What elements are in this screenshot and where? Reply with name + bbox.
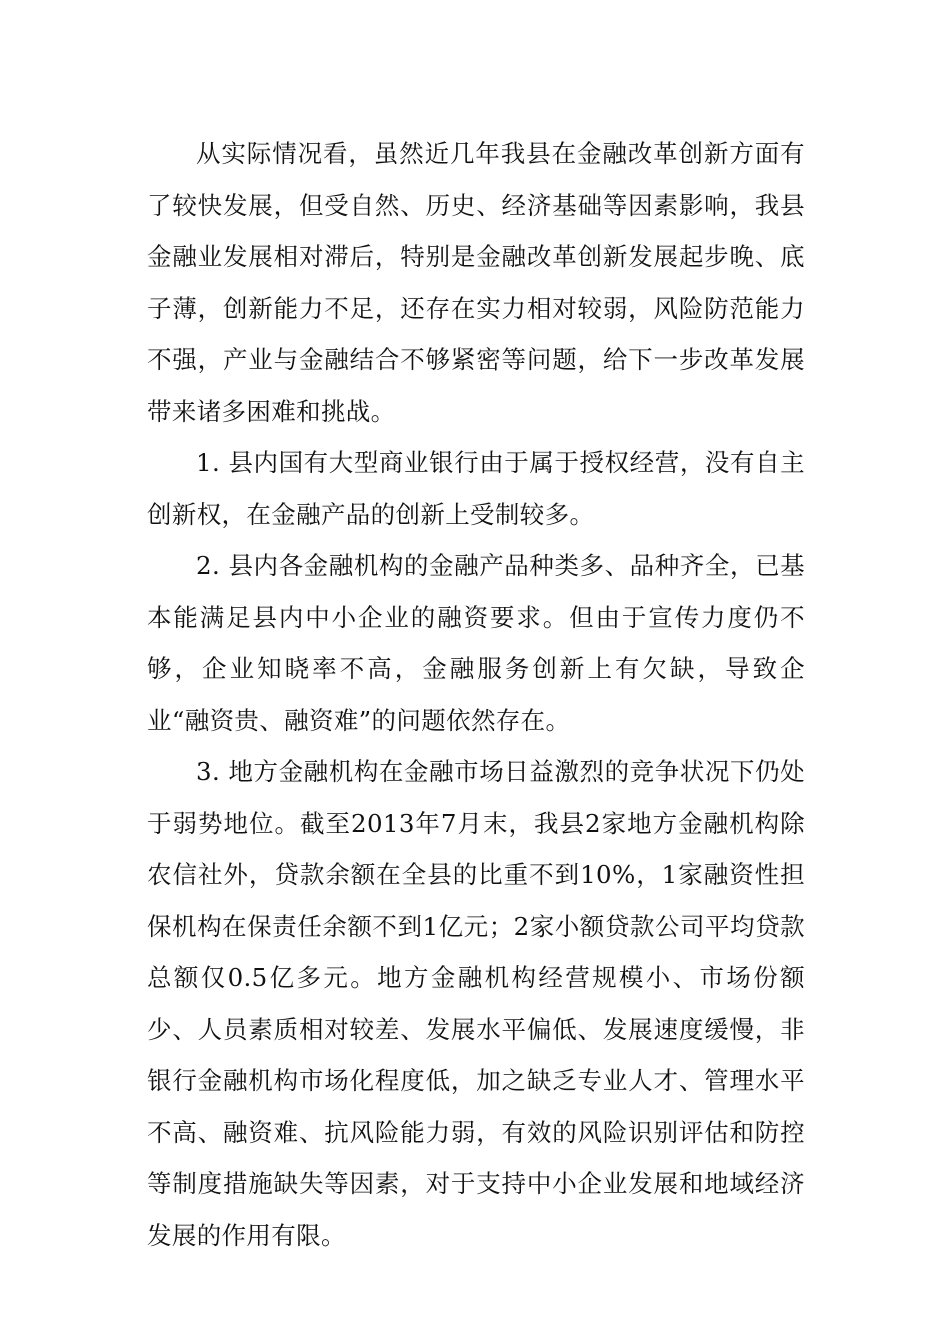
document-body	[147, 128, 805, 1261]
paragraph-intro: 从实际情况看，虽然近几年我县在金融改革创新方面有了较快发展，但受自然、历史、经济基础等因素影响，我县金融业发展相对滞后，特别是金融改革创新发展起步晚、底子薄，创新能力不足，还存在实力相对较弱，风险防范能力不强，产业与金融结合不够紧密等问题，给下一步改革发展带来诸多困难和挑战。	[147, 139, 805, 426]
paragraph-item-3: 3. 地方金融机构在金融市场日益激烈的竞争状况下仍处于弱势地位。截至2013年7月末，我县2家地方金融机构除农信社外，贷款余额在全县的比重不到10%，1家融资性担保机构在保责任余额不到1亿元；2家小额贷款公司平均贷款总额仅0.5亿多元。地方金融机构经营规模小、市场份额少、人员素质相对较差、发展水平偏低、发展速度缓慢，非银行金融机构市场化程度低，加之缺乏专业人才、管理水平不高、融资难、抗风险能力弱，有效的风险识别评估和防控等制度措施缺失等因素，对于支持中小企业发展和地域经济发展的作用有限。	[147, 757, 805, 1250]
paragraph-item-2: 2. 县内各金融机构的金融产品种类多、品种齐全，已基本能满足县内中小企业的融资要求。但由于宣传力度仍不够，企业知晓率不高，金融服务创新上有欠缺，导致企业“融资贵、融资难”的问题依然存在。	[147, 551, 805, 735]
paragraph-item-1: 1. 县内国有大型商业银行由于属于授权经营，没有自主创新权，在金融产品的创新上受制较多。	[147, 448, 805, 529]
